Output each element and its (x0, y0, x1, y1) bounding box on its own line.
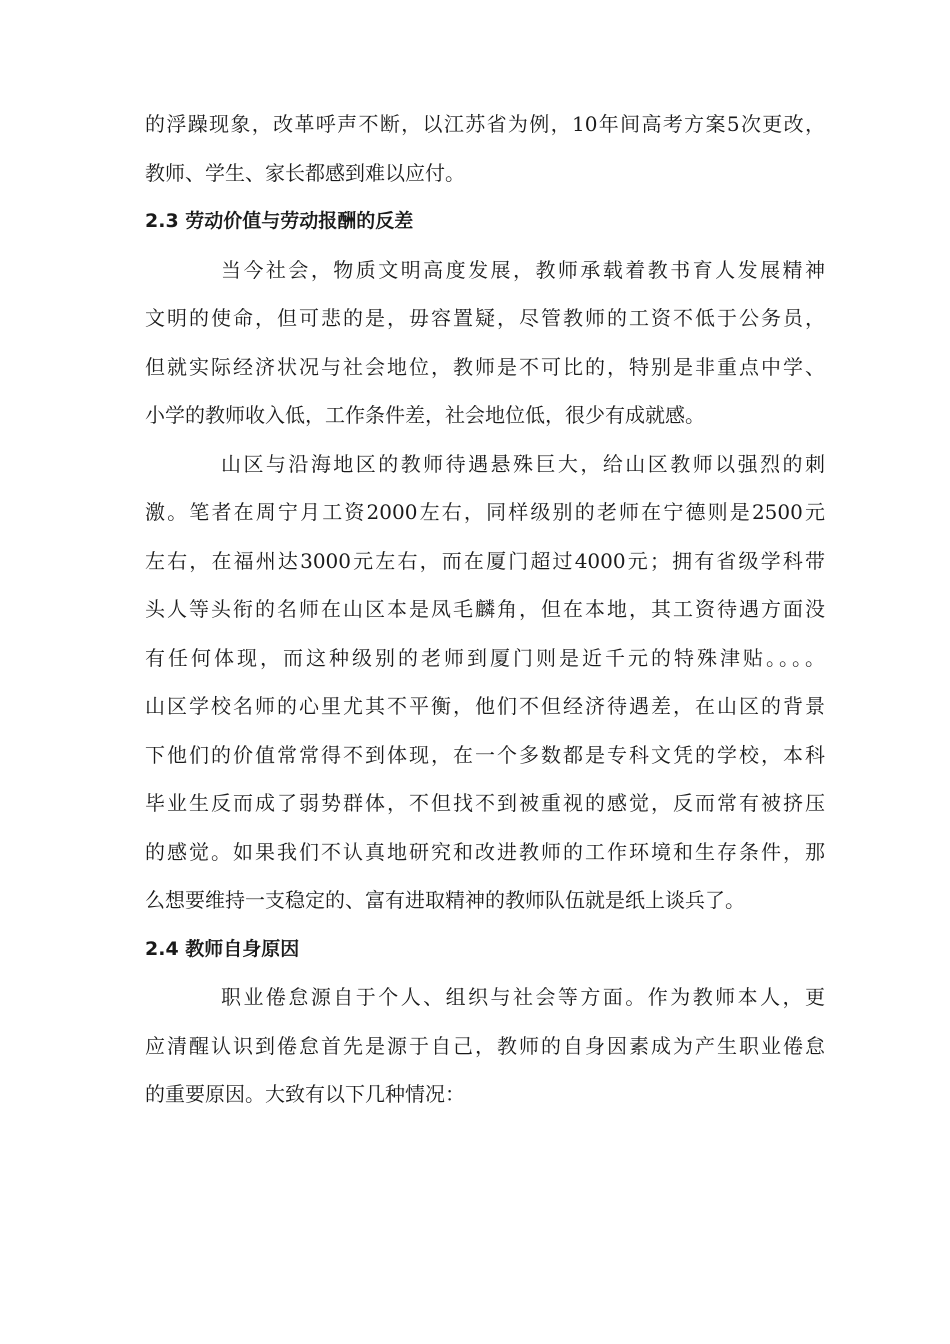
document-body (145, 100, 825, 1119)
text-line: 应清醒认识到倦怠首先是源于自己，教师的自身因素成为产生职业倦怠 (145, 1033, 825, 1058)
text-line: 山区学校名师的心里尤其不平衡，他们不但经济待遇差，在山区的背景 (145, 694, 825, 718)
text-line: 左右，在福州达3000元左右，而在厦门超过4000元；拥有省级学科带 (145, 548, 825, 573)
text-line: 教师、学生、家长都感到难以应付。 (145, 160, 465, 185)
text-line: 但就实际经济状况与社会地位，教师是不可比的，特别是非重点中学、 (145, 354, 825, 379)
text-line: 文明的使命，但可悲的是，毋容置疑，尽管教师的工资不低于公务员， (145, 306, 825, 330)
text-line: 的感觉。如果我们不认真地研究和改进教师的工作环境和生存条件，那 (145, 839, 825, 864)
continuation-paragraph (145, 100, 825, 197)
text-line: 山区与沿海地区的教师待遇悬殊巨大，给山区教师以强烈的刺 (221, 451, 825, 476)
text-line: 激。笔者在周宁月工资2000左右，同样级别的老师在宁德则是2500元 (145, 500, 825, 524)
text-line: 当今社会，物质文明高度发展，教师承载着教书育人发展精神 (221, 257, 825, 282)
text-line: 的浮躁现象，改革呼声不断，以江苏省为例，10年间高考方案5次更改， (145, 112, 825, 136)
text-line: 下他们的价值常常得不到体现，在一个多数都是专科文凭的学校，本科 (145, 742, 825, 767)
section-2-3-paragraph-2 (145, 440, 825, 925)
text-line: 有任何体现，而这种级别的老师到厦门则是近千元的特殊津贴。。。。 (145, 645, 825, 670)
section-2-3-paragraph-1 (145, 246, 825, 440)
section-heading-2-4: 2.4 教师自身原因 (145, 937, 300, 960)
text-line: 的重要原因。大致有以下几种情况： (145, 1082, 465, 1106)
section-heading-2-3: 2.3 劳动价值与劳动报酬的反差 (145, 210, 414, 232)
text-line: 头人等头衔的名师在山区本是凤毛麟角，但在本地，其工资待遇方面没 (145, 597, 825, 621)
text-line: 么想要维持一支稳定的、富有进取精神的教师队伍就是纸上谈兵了。 (145, 888, 745, 912)
text-line: 毕业生反而成了弱势群体，不但找不到被重视的感觉，反而常有被挤压 (145, 791, 825, 815)
text-line: 职业倦怠源自于个人、组织与社会等方面。作为教师本人，更 (221, 985, 825, 1009)
section-2-4-paragraph-1 (145, 973, 825, 1119)
text-line: 小学的教师收入低，工作条件差，社会地位低，很少有成就感。 (145, 403, 705, 427)
